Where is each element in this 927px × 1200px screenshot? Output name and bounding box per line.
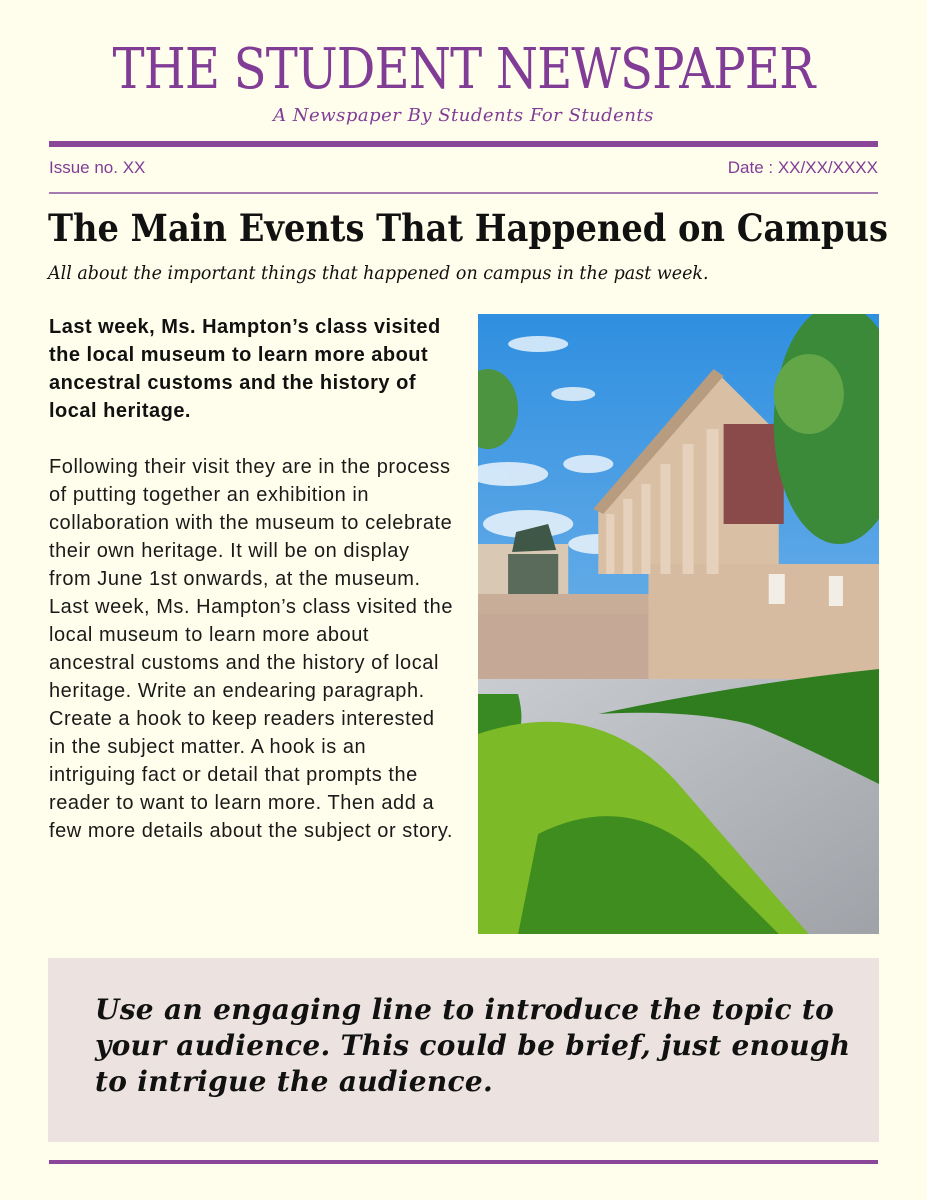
article-body: Following their visit they are in the process of putting together an exhibition in collaboration with the museum to celebrate their own heritage. It will be on display from June 1st onwards, at the museum. Last week, Ms. Hampton’s class visited the local museum to learn more about ancestral customs and the history of local heritage. Write an endearing paragraph. Create a hook to keep readers interested in the subject matter. A hook is an intriguing fact or detail that prompts the reader to want to learn more. Then add a few more details about the subject or story. [49, 456, 454, 842]
issue-number: Issue no. XX [49, 158, 146, 177]
article-headline: The Main Events That Happened on Campus [48, 206, 888, 250]
top-divider [49, 141, 878, 147]
article-photo [478, 314, 879, 934]
pull-quote: Use an engaging line to introduce the topic to your audience. This could be brief, just enough to intrigue the audience. [95, 993, 851, 1098]
pull-quote-box [48, 958, 879, 1142]
article-subheadline: All about the important things that happened on campus in the past week. [48, 262, 709, 284]
header-divider [49, 192, 878, 194]
newspaper-tagline: A Newspaper By Students For Students [273, 105, 654, 126]
issue-date: Date : XX/XX/XXXX [727, 158, 878, 177]
newspaper-title: THE STUDENT NEWSPAPER [112, 37, 815, 102]
article-lead: Last week, Ms. Hampton’s class visited the local museum to learn more about ancestral customs and the history of local heritage. [49, 316, 441, 422]
museum-photo-illustration [478, 314, 879, 934]
bottom-divider [49, 1160, 878, 1164]
